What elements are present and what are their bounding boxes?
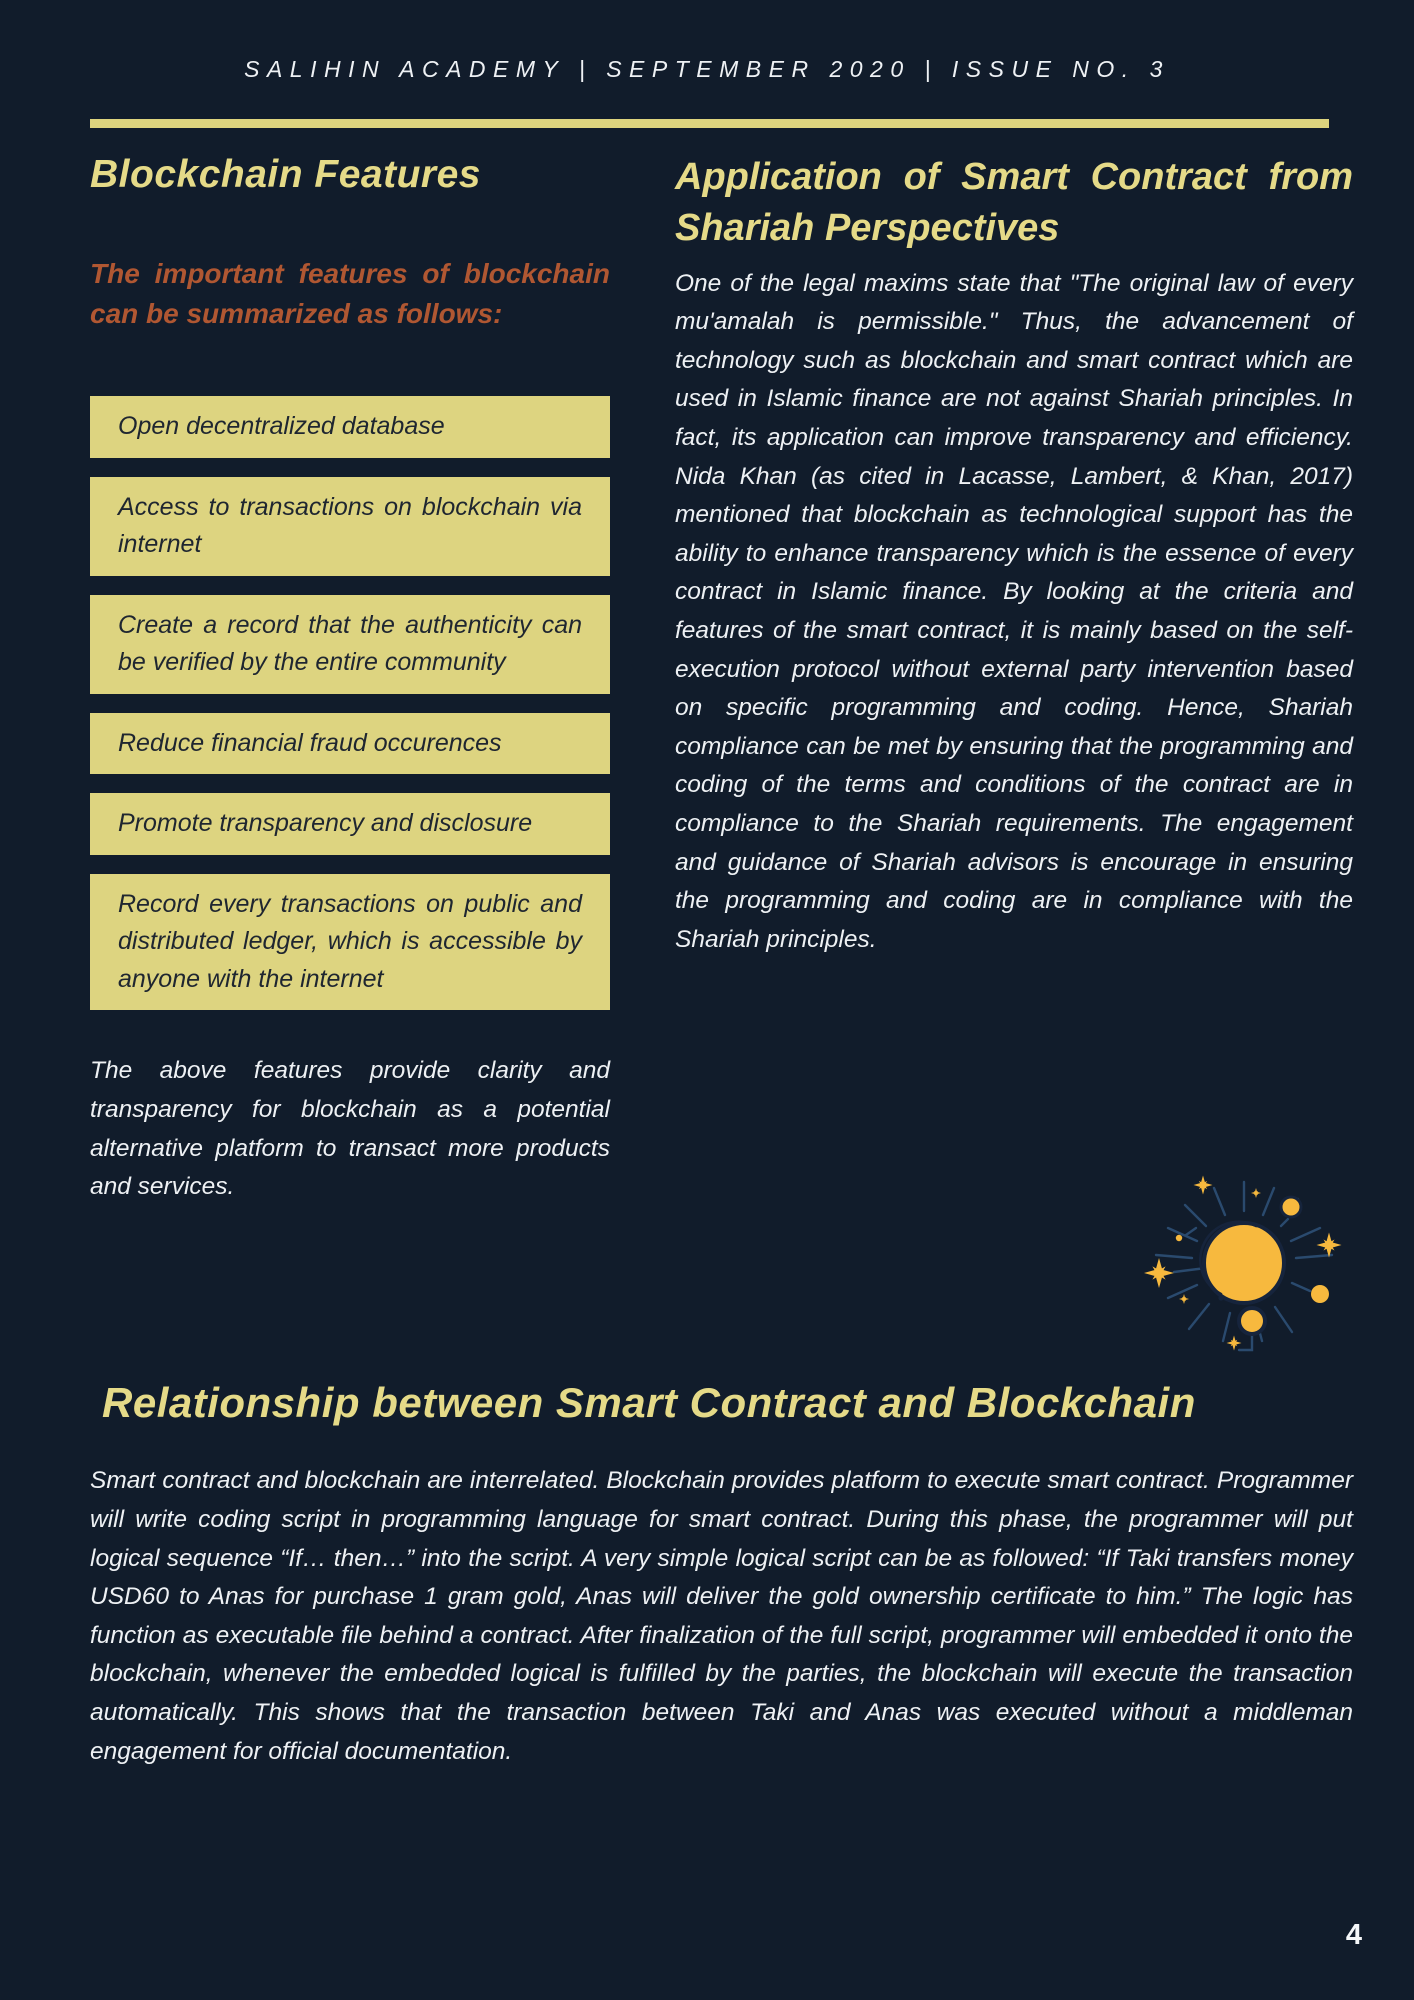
feature-box: Record every transactions on public and distributed ledger, which is accessible by anyone with the internet xyxy=(90,874,610,1011)
right-column-title: Application of Smart Contract from Shariah Perspectives xyxy=(675,156,1353,250)
right-column xyxy=(675,152,1353,1207)
bottom-section xyxy=(90,1378,1353,1771)
glowing-bulb-icon xyxy=(1122,1142,1366,1386)
header-divider xyxy=(90,119,1329,128)
left-column-title: Blockchain Features xyxy=(90,153,481,196)
feature-box: Reduce financial fraud occurences xyxy=(90,713,610,775)
left-column-intro: The important features of blockchain can be summarized as follows: xyxy=(90,257,610,329)
feature-box: Create a record that the authenticity can be verified by the entire community xyxy=(90,595,610,694)
two-column-layout xyxy=(0,128,1414,1207)
bottom-section-body: Smart contract and blockchain are interrelated. Blockchain provides platform to execute smart contract. Programmer will write coding script in programming language for smart contract. During this phase, the programmer will put logical sequence “If… then…” into the script. A very simple logical script can be as followed: “If Taki transfers money USD60 to Anas for purchase 1 gram gold, Anas will deliver the gold ownership certificate to him.” The logic has function as executable file behind a contract. After finalization of the full script, programmer will embedded it onto the blockchain, whenever the embedded logical is fulfilled by the parties, the blockchain will execute the transaction automatically. This shows that the transaction between Taki and Anas was executed without a middleman engagement for official documentation. xyxy=(90,1467,1353,1765)
feature-box: Open decentralized database xyxy=(90,396,610,458)
right-column-body: One of the legal maxims state that "The original law of every mu'amalah is permissible." Thus, the advancement of technology such as blockchain and smart contract which are used in Islamic finance are not against Shariah principles. In fact, its application can improve transparency and efficiency. Nida Khan (as cited in Lacasse, Lambert, & Khan, 2017) mentioned that blockchain as technological support has the ability to enhance transparency which is the essence of every contract in Islamic finance. By looking at the criteria and features of the smart contract, it is mainly based on the self-execution protocol without external party intervention based on specific programming and coding. Hence, Shariah compliance can be met by ensuring that the programming and coding of the terms and conditions of the contract are in compliance to the Shariah requirements. The engagement and guidance of Shariah advisors is encourage in ensuring the programming and coding are in compliance with the Shariah principles. xyxy=(675,269,1353,953)
left-column xyxy=(90,152,610,1207)
feature-box: Promote transparency and disclosure xyxy=(90,793,610,855)
feature-box-list xyxy=(90,396,610,1010)
bottom-section-title: Relationship between Smart Contract and Blockchain xyxy=(102,1379,1196,1426)
page-number: 4 xyxy=(1345,1919,1362,1951)
left-column-outro: The above features provide clarity and transparency for blockchain as a potential alternative platform to transact more products and services. xyxy=(90,1057,610,1201)
feature-box: Access to transactions on blockchain via internet xyxy=(90,477,610,576)
masthead-title: SALIHIN ACADEMY | SEPTEMBER 2020 | ISSUE NO. 3 xyxy=(244,56,1170,82)
